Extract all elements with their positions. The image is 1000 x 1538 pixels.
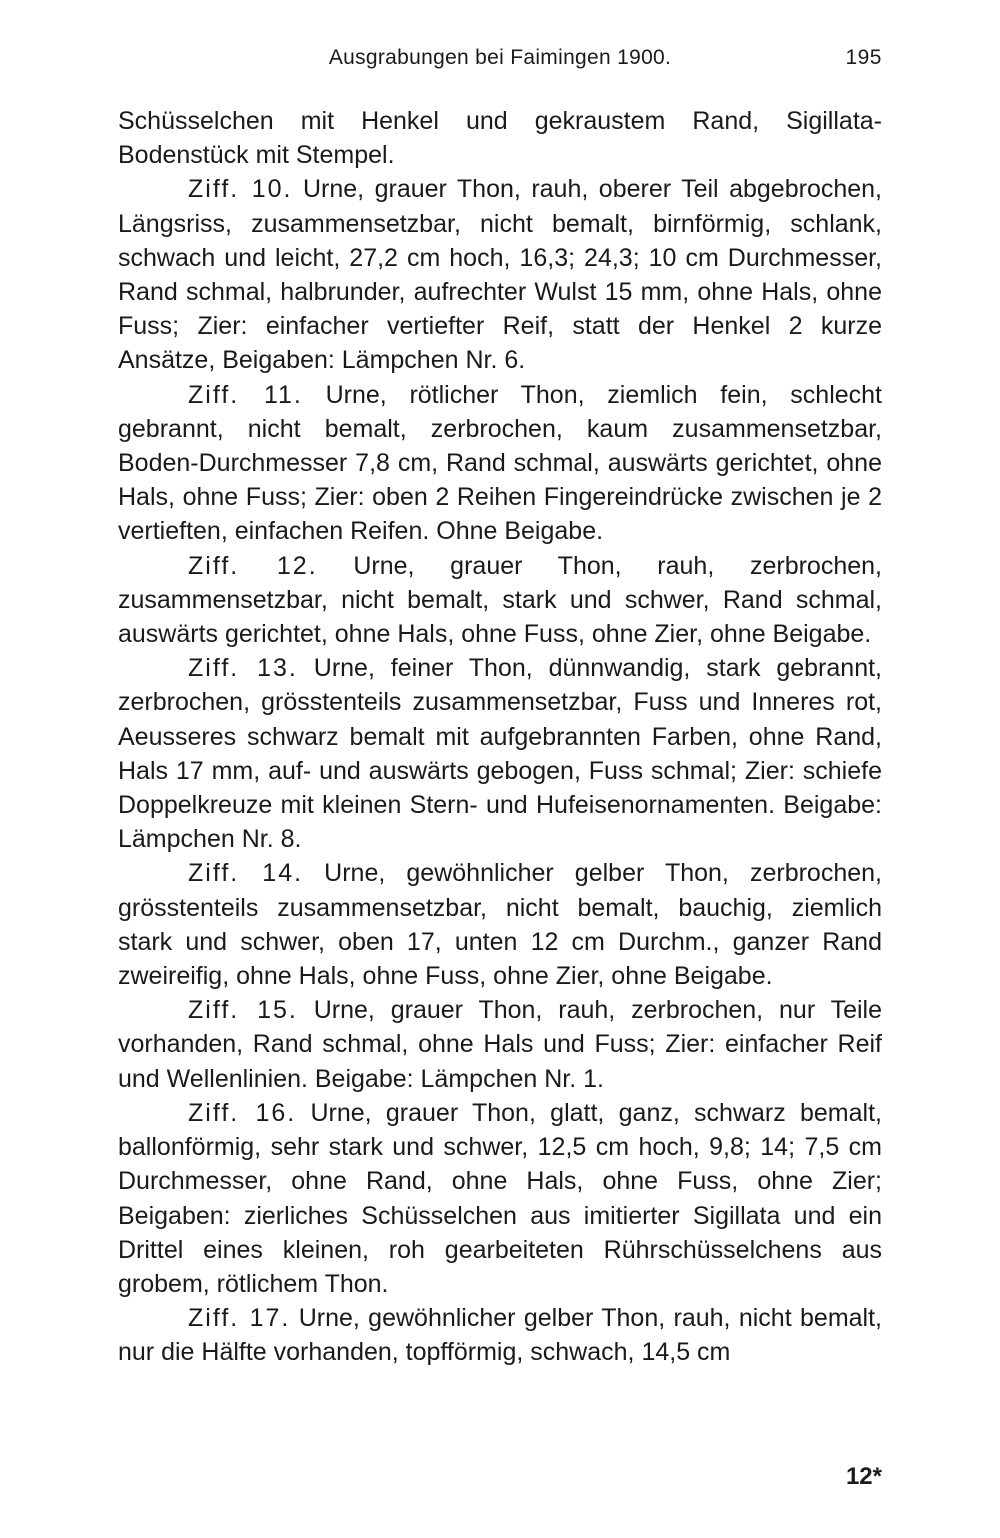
entry-text: Urne, grauer Thon, rauh, oberer Teil abgebrochen, Längsriss, zusammensetzbar, nicht bemalt, birnförmig, schlank, schwach und leicht, 27,2 cm hoch, 16,3; 24,3; 10 cm Durchmesser, Rand schmal, halbrunder, aufrechter Wulst 15 mm, ohne Hals, ohne Fuss; Zier: einfacher vertiefter Reif, statt der Henkel 2 kurze Ansätze, Beigaben: Lämpchen Nr. 6. [118,175,883,375]
entry-ziff-16 [118,1096,882,1301]
running-title: Ausgrabungen bei Faimingen 1900. [328,46,672,69]
page-number: 195 [845,46,882,69]
entry-text: Urne, gewöhnlicher gelber Thon, rauh, nicht bemalt, nur die Hälfte vorhanden, topfförmig, schwach, 14,5 cm [118,1304,882,1367]
entry-ziff-11 [118,378,882,549]
entry-ziff-15 [118,993,882,1096]
entry-label: Ziff. 10. [188,175,293,204]
entry-ziff-12 [118,549,882,652]
entry-label: Ziff. 16. [188,1098,297,1127]
entry-text: Urne, feiner Thon, dünnwandig, stark gebrannt, zerbrochen, grösstenteils zusammensetzbar, Fuss und Inneres rot, Aeusseres schwarz bemalt mit aufgebrannten Farben, ohne Rand, Hals 17 mm, auf- und auswärts gebogen, Fuss schmal; Zier: schiefe Doppelkreuze mit kleinen Stern- und Hufeisenornamenten. Beigabe: Lämpchen Nr. 8. [118,654,882,854]
entry-text: Urne, grauer Thon, glatt, ganz, schwarz bemalt, ballonförmig, sehr stark und schwer, 12,5 cm hoch, 9,8; 14; 7,5 cm Durchmesser, ohne Rand, ohne Hals, ohne Fuss, ohne Zier; Beigaben: zierliches Schüsselchen aus imitierter Sigillata und ein Drittel eines kleinen, roh gearbeiteten Rührschüsselchens aus grobem, rötlichem Thon. [118,1098,882,1298]
paragraph-continued [118,104,882,172]
entry-ziff-17 [118,1301,882,1369]
running-head [118,46,882,80]
entry-label: Ziff. 15. [188,996,298,1025]
entry-label: Ziff. 17. [188,1304,291,1333]
entry-label: Ziff. 12. [188,551,318,580]
entry-label: Ziff. 11. [188,380,303,409]
body-text [118,104,882,1370]
entry-ziff-13 [118,651,882,856]
signature-mark: 12* [845,1463,882,1490]
entry-text: Urne, gewöhnlicher gelber Thon, zerbrochen, grösstenteils zusammensetzbar, nicht bemalt, bauchig, ziemlich stark und schwer, oben 17, unten 12 cm Durchm., ganzer Rand zweireifig, ohne Hals, ohne Fuss, ohne Zier, ohne Beigabe. [118,859,882,991]
entry-label: Ziff. 13. [188,654,298,683]
entry-text: Urne, grauer Thon, rauh, zerbrochen, nur Teile vorhanden, Rand schmal, ohne Hals und Fuss; Zier: einfacher Reif und Wellenlinien. Beigabe: Lämpchen Nr. 1. [118,996,882,1093]
paragraph-text: Schüsselchen mit Henkel und gekraustem Rand, Sigillata-Bodenstück mit Stempel. [118,107,882,170]
entry-ziff-10 [118,172,882,377]
entry-label: Ziff. 14. [188,859,304,888]
entry-ziff-14 [118,856,882,993]
entry-text: Urne, rötlicher Thon, ziemlich fein, schlecht gebrannt, nicht bemalt, zerbrochen, kaum zusammensetzbar, Boden-Durchmesser 7,8 cm, Rand schmal, auswärts gerichtet, ohne Hals, ohne Fuss; Zier: oben 2 Reihen Fingereindrücke zwischen je 2 vertieften, einfachen Reifen. Ohne Beigabe. [118,380,882,546]
entry-text: Urne, grauer Thon, rauh, zerbrochen, zusammensetzbar, nicht bemalt, stark und schwer, Rand schmal, auswärts gerichtet, ohne Hals, ohne Fuss, ohne Zier, ohne Beigabe. [118,551,882,649]
